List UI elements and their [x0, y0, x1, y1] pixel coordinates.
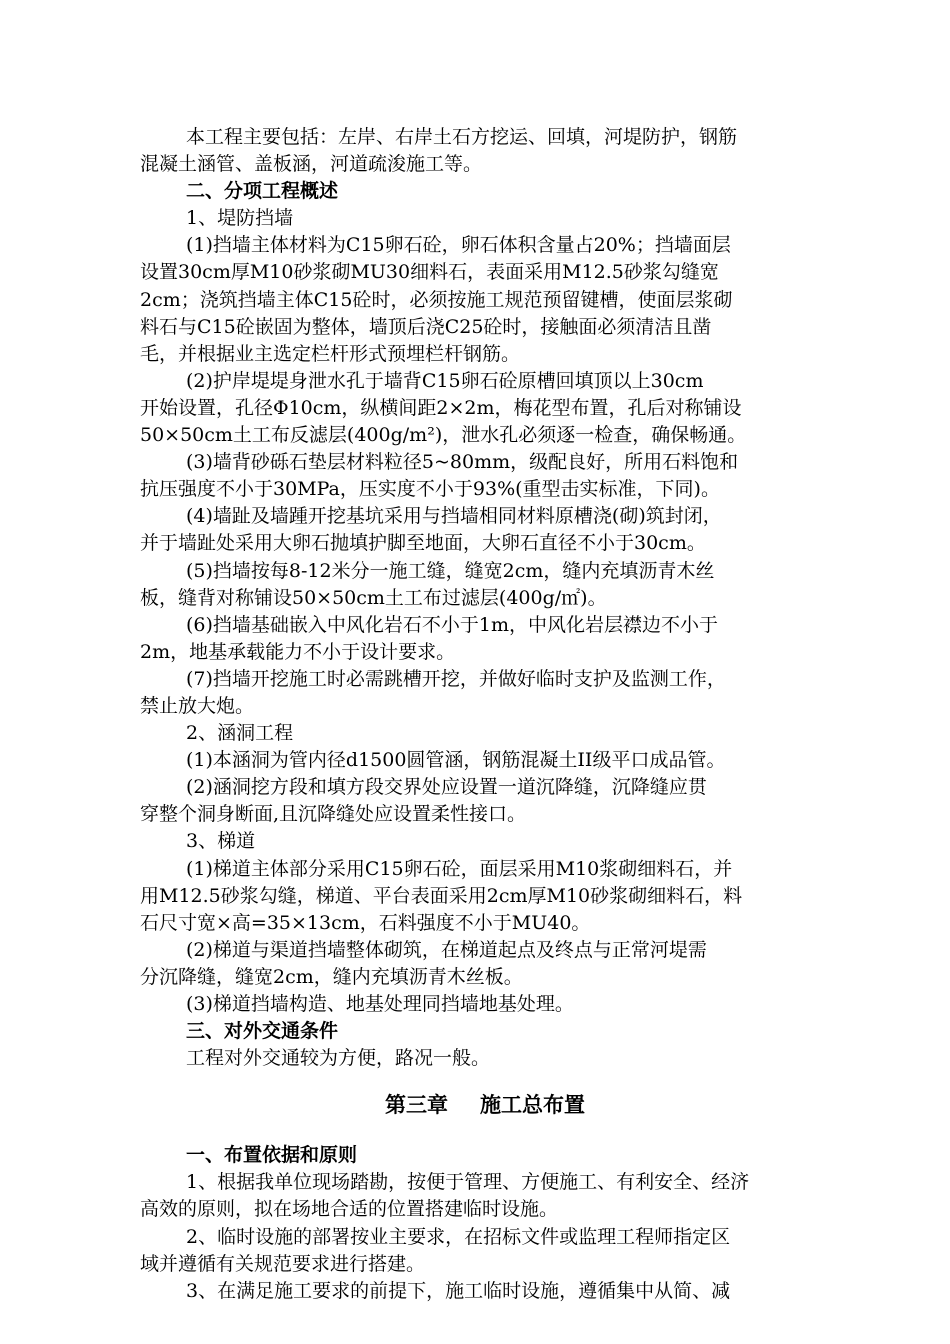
paragraph-line: 域并遵循有关规范要求进行搭建。 — [140, 1252, 426, 1275]
paragraph-line: (2)梯道与渠道挡墙整体砌筑，在梯道起点及终点与正常河堤需 — [186, 938, 707, 961]
paragraph-line: (6)挡墙基础嵌入中风化岩石不小于1m，中风化岩层襟边不小于 — [186, 613, 719, 636]
paragraph-line: (1)本涵洞为管内径d1500圆管涵，钢筋混凝土II级平口成品管。 — [186, 749, 726, 772]
paragraph-line: 开始设置，孔径Φ10cm，纵横间距2×2m，梅花型布置，孔后对称铺设 — [140, 396, 742, 419]
paragraph-line: 毛，并根据业主选定栏杆形式预埋栏杆钢筋。 — [140, 342, 521, 365]
paragraph-line: 料石与C15砼嵌固为整体，墙顶后浇C25砼时，接触面必须清洁且凿 — [140, 315, 712, 338]
paragraph-line: 2cm；浇筑挡墙主体C15砼时，必须按施工规范预留键槽，使面层浆砌 — [140, 288, 733, 311]
subsection-heading: 1、堤防挡墙 — [186, 207, 294, 230]
paragraph-line: 1、根据我单位现场踏勘，按便于管理、方便施工、有利安全、经济 — [186, 1171, 750, 1194]
chapter-title: 施工总布置 — [480, 1093, 585, 1118]
paragraph-line: 高效的原则，拟在场地合适的位置搭建临时设施。 — [140, 1198, 559, 1221]
subsection-heading: 2、涵洞工程 — [186, 722, 294, 745]
paragraph-line: (5)挡墙按每8-12米分一施工缝，缝宽2cm，缝内充填沥青木丝 — [186, 559, 715, 582]
section-heading: 一、布置依据和原则 — [186, 1144, 358, 1167]
paragraph-line: 本工程主要包括：左岸、右岸土石方挖运、回填，河堤防护，钢筋 — [186, 126, 738, 148]
paragraph-line: 混凝土涵管、盖板涵，河道疏浚施工等。 — [140, 153, 483, 176]
section-heading: 二、分项工程概述 — [186, 180, 339, 203]
section-heading: 三、对外交通条件 — [186, 1020, 339, 1043]
chapter-number: 第三章 — [385, 1093, 448, 1118]
paragraph-line: (1)梯道主体部分采用C15卵石砼，面层采用M10浆砌细料石，并 — [186, 857, 733, 880]
line-part: ²)，泄水孔必须逐一检查，确保畅通。 — [427, 424, 747, 447]
document-body — [140, 124, 830, 1305]
paragraph-line: (3)梯道挡墙构造、地基处理同挡墙地基处理。 — [186, 993, 574, 1015]
paragraph-line: 设置30cm厚M10砂浆砌MU30细料石，表面采用M12.5砂浆勾缝宽 — [140, 261, 719, 284]
paragraph-line — [140, 422, 830, 449]
paragraph-line: (1)挡墙主体材料为C15卵石砼，卵石体积含量占20%；挡墙面层 — [186, 234, 731, 257]
paragraph-line: 穿整个洞身断面,且沉降缝处应设置柔性接口。 — [140, 803, 527, 826]
paragraph-line: 3、在满足施工要求的前提下，施工临时设施，遵循集中从简、减 — [186, 1279, 731, 1302]
line-part: 50×50cm土工布反滤层(400g/m — [140, 424, 428, 447]
paragraph-line: 工程对外交通较为方便，路况一般。 — [186, 1047, 491, 1070]
paragraph-line: 禁止放大炮。 — [140, 694, 255, 717]
paragraph-line: (2)护岸堤堤身泄水孔于墙背C15卵石砼原槽回填顶以上30cm — [186, 369, 704, 392]
paragraph-line: 2m，地基承载能力不小于设计要求。 — [140, 640, 456, 663]
paragraph-line: 石尺寸宽×高=35×13cm，石料强度不小于MU40。 — [140, 911, 591, 934]
paragraph-line: (4)墙趾及墙踵开挖基坑采用与挡墙相同材料原槽浇(砌)筑封闭， — [186, 505, 722, 528]
paragraph-line: 抗压强度不小于30MPa，压实度不小于93%(重型击实标准，下同)。 — [140, 478, 720, 501]
paragraph-line: (2)涵洞挖方段和填方段交界处应设置一道沉降缝，沉降缝应贯 — [186, 776, 707, 799]
paragraph-line: 2、临时设施的部署按业主要求，在招标文件或监理工程师指定区 — [186, 1225, 731, 1248]
paragraph-line: 用M12.5砂浆勾缝，梯道、平台表面采用2cm厚M10砂浆砌细料石，料 — [140, 884, 743, 907]
subsection-heading: 3、梯道 — [186, 830, 256, 853]
paragraph-line: 板，缝背对称铺设50×50cm土工布过滤层(400g/㎡)。 — [140, 586, 607, 609]
paragraph-line: (3)墙背砂砾石垫层材料粒径5~80mm，级配良好，所用石料饱和 — [186, 451, 739, 474]
paragraph-line: (7)挡墙开挖施工时必需跳槽开挖，并做好临时支护及监测工作， — [186, 667, 726, 690]
chapter-heading — [140, 1092, 830, 1120]
paragraph-line: 分沉降缝，缝宽2cm，缝内充填沥青木丝板。 — [140, 965, 523, 988]
paragraph-line: 并于墙趾处采用大卵石抛填护脚至地面，大卵石直径不小于30cm。 — [140, 532, 706, 555]
